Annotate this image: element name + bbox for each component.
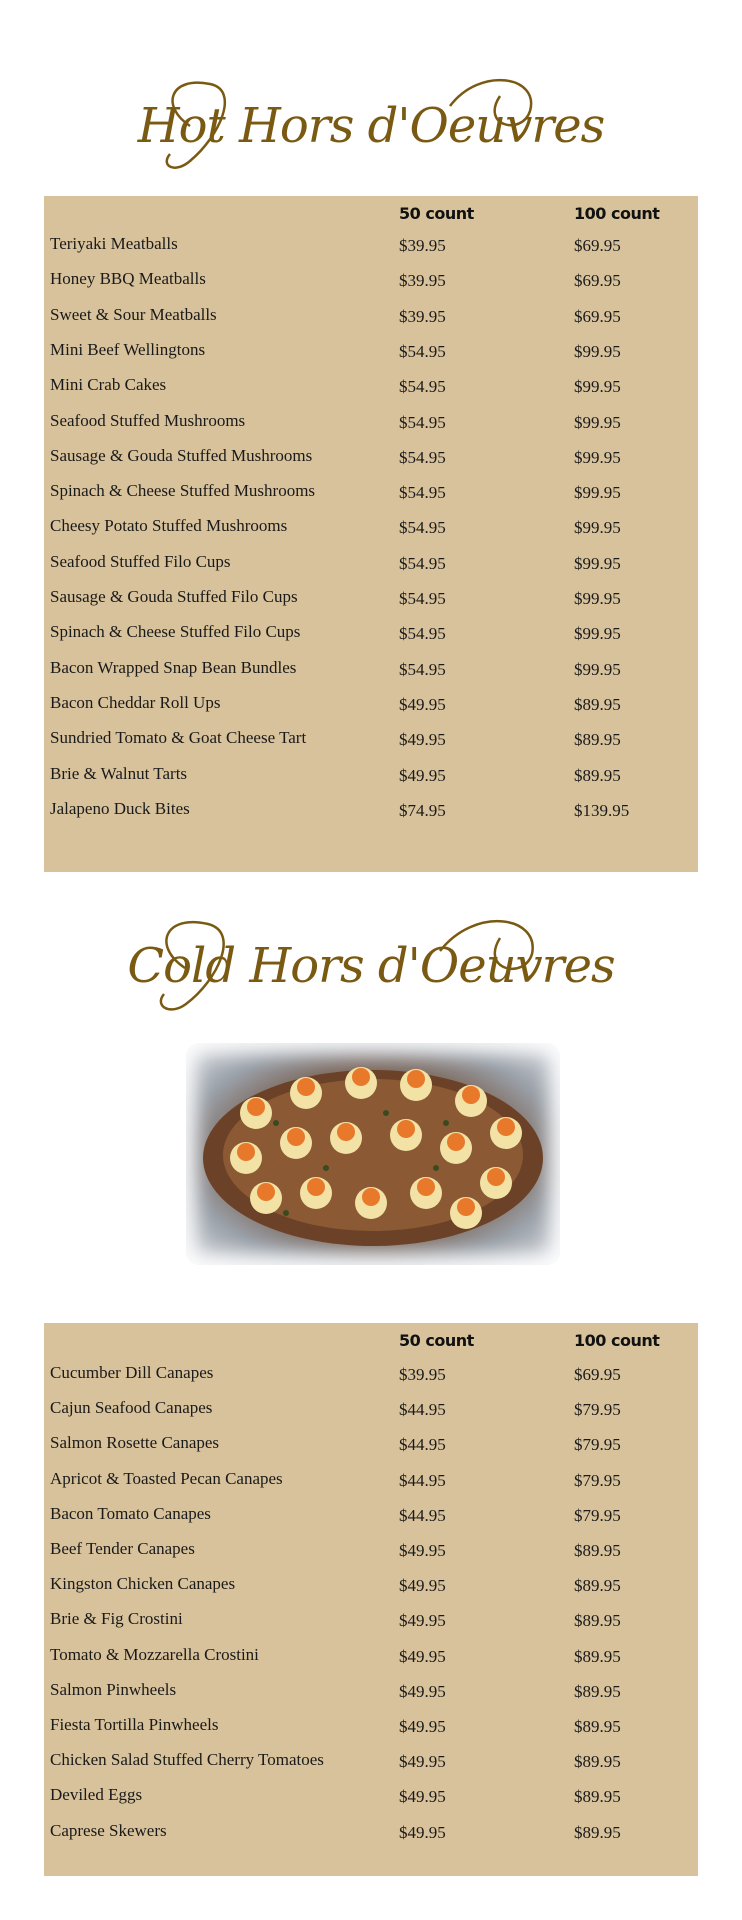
hot-menu-row bbox=[44, 687, 698, 722]
price-50-count: $54.95 bbox=[399, 553, 446, 573]
price-50-count: $54.95 bbox=[399, 624, 446, 644]
price-100-count: $89.95 bbox=[574, 1611, 621, 1631]
item-name: Teriyaki Meatballs bbox=[50, 234, 178, 253]
price-100-count: $99.95 bbox=[574, 518, 621, 538]
item-name: Beef Tender Canapes bbox=[50, 1539, 195, 1558]
cold-menu-row bbox=[44, 1463, 698, 1498]
price-50-count: $44.95 bbox=[399, 1470, 446, 1490]
price-50-count: $54.95 bbox=[399, 377, 446, 397]
price-100-count: $79.95 bbox=[574, 1505, 621, 1525]
item-name: Brie & Fig Crostini bbox=[50, 1609, 183, 1629]
hot-menu-row bbox=[44, 652, 698, 687]
item-name: Salmon Rosette Canapes bbox=[50, 1433, 220, 1453]
price-100-count: $89.95 bbox=[574, 765, 621, 785]
item-name: Honey BBQ Meatballs bbox=[50, 269, 206, 289]
item-name: Cajun Seafood Canapes bbox=[50, 1398, 213, 1418]
item-name: Sweet & Sour Meatballs bbox=[50, 304, 217, 324]
cold-menu-row bbox=[44, 1568, 698, 1603]
item-name: Cucumber Dill Canapes bbox=[50, 1363, 214, 1382]
canape-platter-illustration bbox=[186, 1043, 560, 1265]
cold-menu-row bbox=[44, 1533, 698, 1568]
price-50-count: $49.95 bbox=[399, 1611, 446, 1631]
price-100-count: $99.95 bbox=[574, 377, 621, 397]
price-100-count: $79.95 bbox=[574, 1435, 621, 1455]
hot-menu-row bbox=[44, 722, 698, 757]
price-50-count: $39.95 bbox=[399, 236, 446, 255]
item-name: Spinach & Cheese Stuffed Mushrooms bbox=[50, 481, 316, 501]
price-100-count: $69.95 bbox=[574, 271, 621, 291]
hot-menu-row bbox=[44, 546, 698, 581]
item-name: Sausage & Gouda Stuffed Mushrooms bbox=[50, 445, 313, 465]
item-name: Bacon Cheddar Roll Ups bbox=[50, 692, 221, 712]
cold-col-50-heading: 50 count bbox=[399, 1331, 474, 1350]
price-50-count: $49.95 bbox=[399, 694, 446, 714]
price-50-count: $44.95 bbox=[399, 1400, 446, 1420]
price-100-count: $79.95 bbox=[574, 1400, 621, 1420]
item-name: Bacon Tomato Canapes bbox=[50, 1503, 211, 1523]
price-50-count: $49.95 bbox=[399, 1646, 446, 1666]
price-50-count: $39.95 bbox=[399, 1365, 446, 1384]
cold-section-title: Cold Hors d'Oeuvres bbox=[127, 938, 615, 994]
price-100-count: $89.95 bbox=[574, 1541, 621, 1560]
price-100-count: $99.95 bbox=[574, 412, 621, 432]
hot-menu-row bbox=[44, 263, 698, 298]
item-name: Cheesy Potato Stuffed Mushrooms bbox=[50, 516, 288, 536]
cold-menu-row bbox=[44, 1357, 698, 1392]
hot-menu-row bbox=[44, 405, 698, 440]
hot-menu-row bbox=[44, 758, 698, 793]
price-100-count: $99.95 bbox=[574, 341, 621, 361]
cold-menu-row bbox=[44, 1815, 698, 1850]
hot-menu-row bbox=[44, 475, 698, 510]
price-50-count: $39.95 bbox=[399, 271, 446, 291]
cold-menu-row bbox=[44, 1392, 698, 1427]
price-50-count: $49.95 bbox=[399, 730, 446, 750]
cold-menu-row bbox=[44, 1744, 698, 1779]
price-50-count: $74.95 bbox=[399, 800, 446, 820]
price-100-count: $99.95 bbox=[574, 553, 621, 573]
price-100-count: $89.95 bbox=[574, 1822, 621, 1842]
price-50-count: $49.95 bbox=[399, 1576, 446, 1596]
item-name: Seafood Stuffed Filo Cups bbox=[50, 551, 231, 571]
price-50-count: $39.95 bbox=[399, 306, 446, 326]
price-100-count: $69.95 bbox=[574, 236, 621, 255]
price-100-count: $89.95 bbox=[574, 1717, 621, 1736]
price-100-count: $89.95 bbox=[574, 1752, 621, 1772]
price-50-count: $54.95 bbox=[399, 589, 446, 608]
price-100-count: $99.95 bbox=[574, 447, 621, 467]
hot-menu-row bbox=[44, 369, 698, 404]
canape-platter-photo bbox=[186, 1043, 560, 1265]
hot-menu-row bbox=[44, 510, 698, 545]
item-name: Mini Beef Wellingtons bbox=[50, 339, 206, 359]
price-50-count: $49.95 bbox=[399, 1752, 446, 1772]
cold-menu-panel bbox=[44, 1323, 698, 1876]
hot-col-50-heading: 50 count bbox=[399, 204, 474, 223]
item-name: Brie & Walnut Tarts bbox=[50, 763, 188, 783]
item-name: Kingston Chicken Canapes bbox=[50, 1574, 236, 1594]
price-50-count: $49.95 bbox=[399, 1541, 446, 1560]
item-name: Apricot & Toasted Pecan Canapes bbox=[50, 1468, 283, 1488]
cold-menu-row bbox=[44, 1498, 698, 1533]
hot-menu-row bbox=[44, 299, 698, 334]
price-100-count: $99.95 bbox=[574, 589, 621, 608]
price-50-count: $49.95 bbox=[399, 765, 446, 785]
price-50-count: $49.95 bbox=[399, 1681, 446, 1701]
item-name: Bacon Wrapped Snap Bean Bundles bbox=[50, 657, 297, 677]
hot-section-title: Hot Hors d'Oeuvres bbox=[137, 98, 605, 154]
hot-menu-row bbox=[44, 793, 698, 828]
price-100-count: $89.95 bbox=[574, 1787, 621, 1807]
item-name: Chicken Salad Stuffed Cherry Tomatoes bbox=[50, 1750, 324, 1770]
price-50-count: $44.95 bbox=[399, 1505, 446, 1525]
cold-header-row bbox=[44, 1323, 698, 1357]
hot-col-100-heading: 100 count bbox=[574, 204, 660, 223]
cold-menu-row bbox=[44, 1709, 698, 1744]
item-name: Sundried Tomato & Goat Cheese Tart bbox=[50, 728, 307, 748]
price-50-count: $49.95 bbox=[399, 1787, 446, 1807]
item-name: Mini Crab Cakes bbox=[50, 375, 167, 395]
hot-menu-row bbox=[44, 616, 698, 651]
hot-header-row bbox=[44, 196, 698, 230]
price-50-count: $54.95 bbox=[399, 447, 446, 467]
item-name: Fiesta Tortilla Pinwheels bbox=[50, 1715, 219, 1734]
item-name: Deviled Eggs bbox=[50, 1785, 143, 1805]
price-50-count: $44.95 bbox=[399, 1435, 446, 1455]
price-100-count: $89.95 bbox=[574, 1576, 621, 1596]
price-100-count: $99.95 bbox=[574, 659, 621, 679]
price-50-count: $54.95 bbox=[399, 412, 446, 432]
hot-menu-row bbox=[44, 228, 698, 263]
price-100-count: $89.95 bbox=[574, 694, 621, 714]
price-100-count: $139.95 bbox=[574, 800, 630, 820]
cold-menu-row bbox=[44, 1779, 698, 1814]
cold-menu-row bbox=[44, 1603, 698, 1638]
cold-col-100-heading: 100 count bbox=[574, 1331, 660, 1350]
price-100-count: $69.95 bbox=[574, 1365, 621, 1384]
price-100-count: $89.95 bbox=[574, 1681, 621, 1701]
price-50-count: $54.95 bbox=[399, 341, 446, 361]
price-100-count: $79.95 bbox=[574, 1470, 621, 1490]
price-100-count: $69.95 bbox=[574, 306, 621, 326]
price-100-count: $89.95 bbox=[574, 730, 621, 750]
hot-menu-row bbox=[44, 581, 698, 616]
price-50-count: $54.95 bbox=[399, 483, 446, 503]
hot-menu-row bbox=[44, 440, 698, 475]
item-name: Jalapeno Duck Bites bbox=[50, 798, 190, 818]
item-name: Caprese Skewers bbox=[50, 1820, 167, 1840]
price-100-count: $99.95 bbox=[574, 624, 621, 644]
cold-menu-row bbox=[44, 1639, 698, 1674]
price-100-count: $99.95 bbox=[574, 483, 621, 503]
item-name: Tomato & Mozzarella Crostini bbox=[50, 1644, 259, 1664]
price-50-count: $54.95 bbox=[399, 518, 446, 538]
price-50-count: $49.95 bbox=[399, 1822, 446, 1842]
item-name: Seafood Stuffed Mushrooms bbox=[50, 410, 246, 430]
cold-menu-row bbox=[44, 1674, 698, 1709]
cold-menu-row bbox=[44, 1427, 698, 1462]
price-50-count: $54.95 bbox=[399, 659, 446, 679]
item-name: Spinach & Cheese Stuffed Filo Cups bbox=[50, 622, 301, 642]
price-100-count: $89.95 bbox=[574, 1646, 621, 1666]
price-50-count: $49.95 bbox=[399, 1717, 446, 1736]
hot-menu-panel bbox=[44, 196, 698, 872]
item-name: Salmon Pinwheels bbox=[50, 1679, 177, 1699]
item-name: Sausage & Gouda Stuffed Filo Cups bbox=[50, 587, 298, 606]
hot-menu-row bbox=[44, 334, 698, 369]
